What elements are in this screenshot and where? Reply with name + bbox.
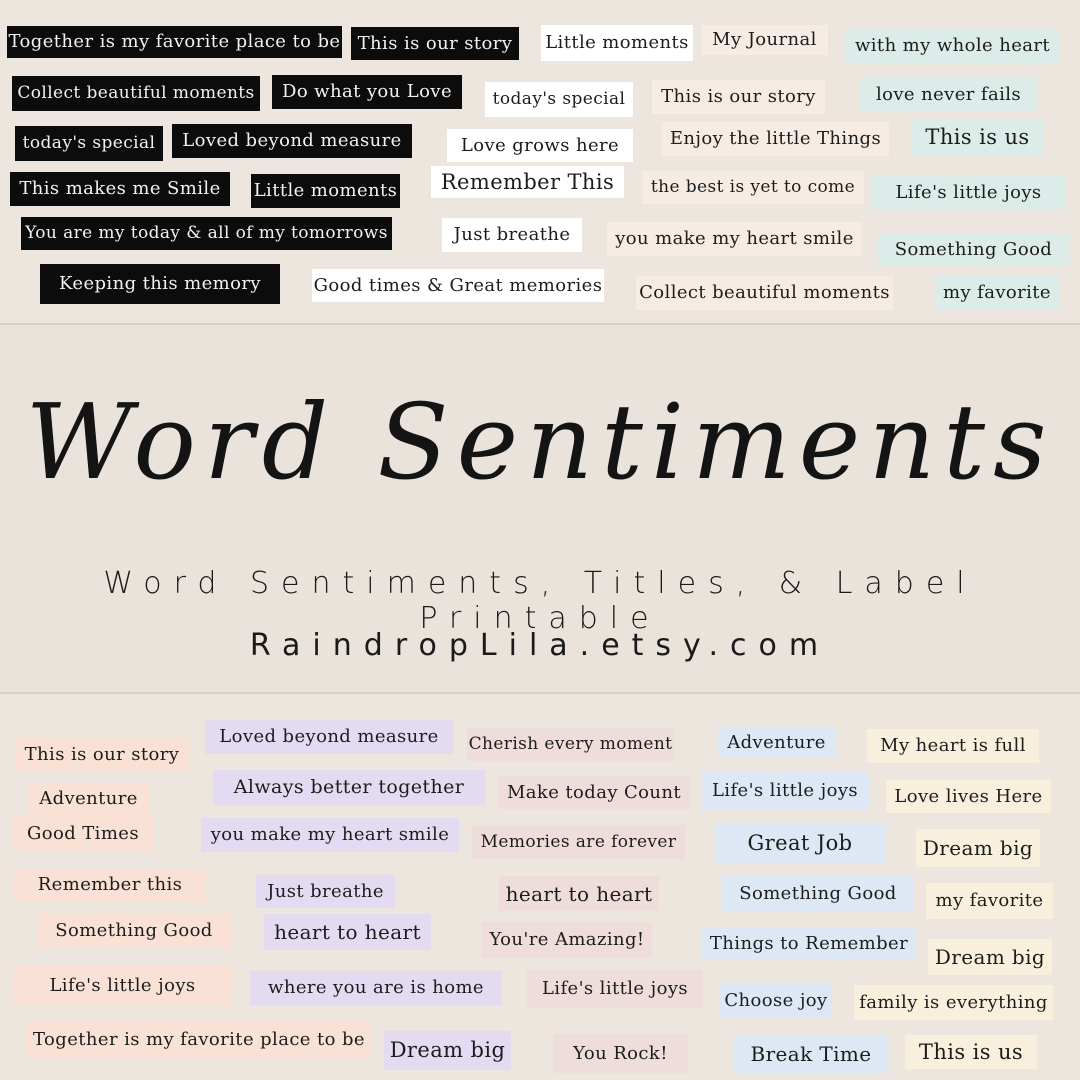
label-strip: you make my heart smile	[607, 222, 862, 256]
label-strip: Little moments	[541, 25, 693, 61]
label-strip: Cherish every moment	[467, 728, 674, 761]
label-strip: love never fails	[860, 78, 1037, 111]
label-strip: My Journal	[701, 25, 828, 55]
label-strip: Something Good	[878, 233, 1069, 266]
label-strip: Collect beautiful moments	[12, 76, 260, 111]
label-strip: You Rock!	[553, 1034, 688, 1073]
page-title: Word Sentiments	[25, 381, 1055, 503]
label-strip: Good times & Great memories	[312, 269, 604, 302]
label-strip: family is everything	[854, 985, 1053, 1020]
label-strip: where you are is home	[250, 971, 502, 1005]
label-strip: Choose joy	[720, 983, 832, 1018]
label-strip: Enjoy the little Things	[662, 122, 889, 156]
label-strip: heart to heart	[499, 876, 659, 911]
label-strip: Dream big	[928, 939, 1052, 975]
label-strip: This makes me Smile	[10, 172, 230, 206]
label-strip: Together is my favorite place to be	[26, 1022, 372, 1057]
label-strip: today's special	[485, 82, 633, 117]
subtitle: Word Sentiments, Titles, & Label Printable	[103, 566, 977, 636]
label-strip: Memories are forever	[472, 825, 685, 859]
label-strip: Life's little joys	[701, 772, 869, 810]
label-strip: Collect beautiful moments	[636, 276, 893, 310]
label-strip: This is our story	[15, 737, 189, 772]
label-strip: Always better together	[213, 770, 485, 805]
label-strip: Break Time	[734, 1035, 888, 1073]
label-strip: Love grows here	[447, 129, 633, 162]
label-strip: Just breathe	[256, 875, 395, 908]
label-strip: Dream big	[384, 1031, 511, 1070]
label-strip: Something Good	[37, 914, 231, 948]
label-strip: Good Times	[12, 816, 154, 852]
label-strip: you make my heart smile	[201, 818, 459, 852]
label-strip: Life's little joys	[872, 176, 1065, 209]
label-strip: Great Job	[715, 824, 885, 863]
label-strip: This is our story	[652, 80, 825, 114]
label-strip: Little moments	[251, 174, 400, 208]
label-strip: Just breathe	[442, 218, 582, 252]
label-strip: Make today Count	[498, 776, 690, 809]
label-strip: This is us	[911, 120, 1044, 155]
label-strip: Loved beyond measure	[205, 720, 453, 754]
label-strip: Keeping this memory	[40, 264, 280, 304]
label-strip: today's special	[15, 126, 163, 161]
label-strip: Loved beyond measure	[172, 124, 412, 158]
label-strip: heart to heart	[264, 914, 431, 950]
label-strip: Remember This	[431, 166, 624, 198]
label-strip: Adventure	[28, 783, 149, 815]
label-strip: You're Amazing!	[482, 922, 652, 958]
label-strip: Together is my favorite place to be	[7, 26, 342, 58]
label-strip: This is us	[905, 1035, 1037, 1069]
label-strip: my favorite	[926, 883, 1053, 919]
label-strip: Things to Remember	[702, 927, 916, 960]
shop-url: RaindropLila.etsy.com	[249, 628, 831, 663]
label-strip: Adventure	[717, 728, 836, 758]
label-strip: Dream big	[916, 829, 1040, 867]
label-strip: my favorite	[935, 276, 1059, 310]
label-strip: My heart is full	[867, 729, 1039, 763]
label-strip: with my whole heart	[845, 29, 1060, 63]
label-strip: Something Good	[722, 876, 914, 911]
label-strip: Life's little joys	[13, 966, 232, 1005]
label-strip: Remember this	[14, 869, 206, 901]
label-strip: Life's little joys	[527, 970, 703, 1008]
label-strip: Do what you Love	[272, 75, 462, 109]
label-strip: This is our story	[351, 27, 519, 60]
label-strip: the best is yet to come	[642, 171, 864, 204]
label-strip: You are my today & all of my tomorrows	[21, 217, 392, 250]
label-strip: Love lives Here	[886, 780, 1051, 813]
